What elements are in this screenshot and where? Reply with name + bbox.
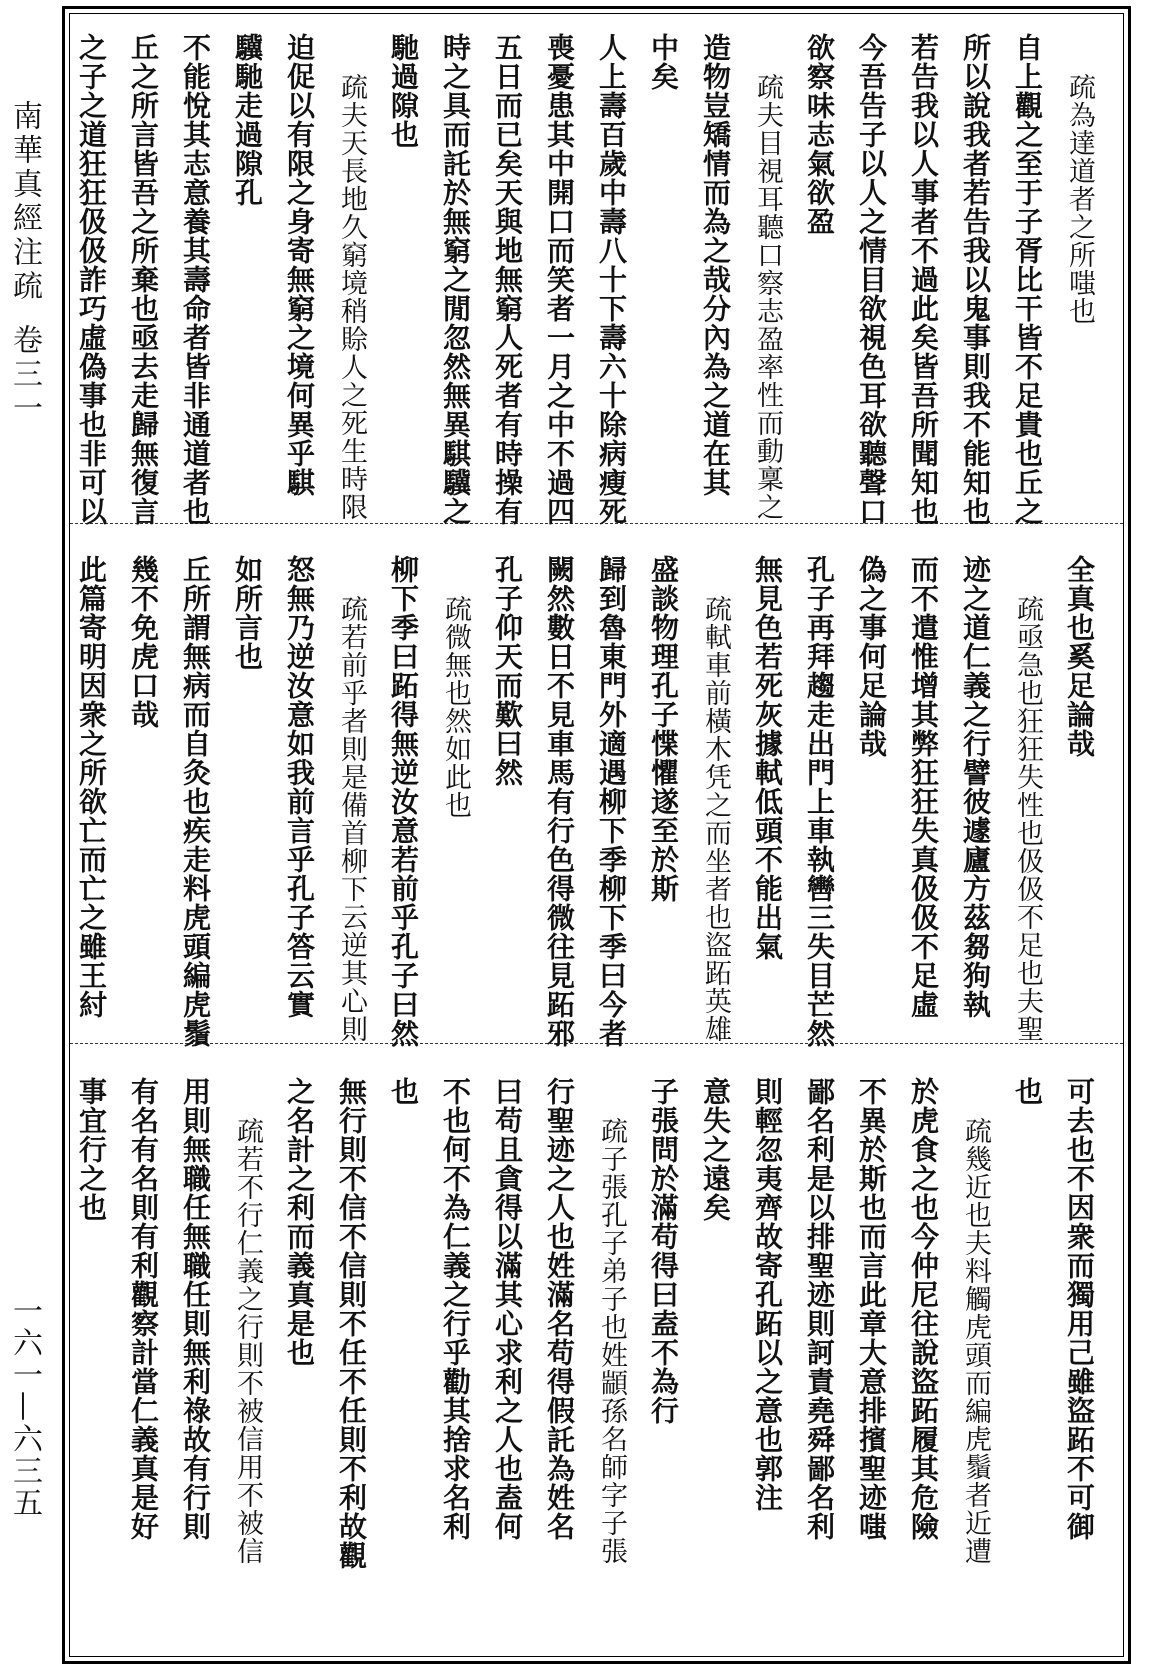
columns-top bbox=[65, 33, 1105, 543]
text-register-top bbox=[70, 13, 1123, 561]
text-register-bottom bbox=[70, 1057, 1123, 1605]
text-column: 迫促以有限之身寄無窮之境何異乎騏 bbox=[283, 33, 316, 497]
text-column: 偽之事何足論哉 bbox=[855, 555, 888, 758]
text-column: 疏軾車前橫木凭之而坐者也盜跖英雄 bbox=[700, 595, 731, 1043]
text-column: 無行則不信不信則不任不任則不利故觀 bbox=[335, 1077, 368, 1570]
text-column: 鄙名利是以排聖迹則訶責堯舜鄙名利 bbox=[803, 1077, 836, 1541]
text-column: 喪憂患其中開口而笑者一月之中不過四 bbox=[543, 33, 576, 526]
text-column: 事宜行之也 bbox=[75, 1077, 108, 1222]
text-column: 則輕忽夷齊故寄孔跖以之意也郭注 bbox=[751, 1077, 784, 1512]
text-column: 若告我以人事者不過此矣皆吾所聞知也 bbox=[907, 33, 940, 526]
text-column: 自上觀之至于子胥比干皆不足貴也丘之 bbox=[1011, 33, 1044, 526]
text-column: 柳下季曰跖得無逆汝意若前乎孔子曰然 bbox=[387, 555, 420, 1048]
text-column: 疏亟急也狂狂失性也伋伋不足也夫聖 bbox=[1012, 595, 1043, 1043]
text-column: 此篇寄明因衆之所欲亡而亡之雖王紂 bbox=[75, 555, 108, 1019]
text-column: 行聖迹之人也姓滿名苟得假託為姓名 bbox=[543, 1077, 576, 1541]
text-column: 可去也不因衆而獨用己雖盜跖不可御 bbox=[1063, 1077, 1096, 1541]
text-column: 丘所謂無病而自灸也疾走料虎頭編虎鬚 bbox=[179, 555, 212, 1048]
text-column: 造物豈矯情而為之哉分內為之道在其 bbox=[699, 33, 732, 497]
text-column: 怒無乃逆汝意如我前言乎孔子答云實 bbox=[283, 555, 316, 1019]
text-column: 之名計之利而義真是也 bbox=[283, 1077, 316, 1367]
text-column: 驥馳走過隙孔 bbox=[231, 33, 264, 207]
text-column: 疏若不行仁義之行則不被信用不被信 bbox=[232, 1117, 263, 1565]
text-column: 曰苟且貪得以滿其心求利之人也盍何 bbox=[491, 1077, 524, 1541]
text-column: 疏夫目視耳聽口察志盈率性而動稟之 bbox=[752, 73, 783, 521]
text-column: 疏若前乎者則是備首柳下云逆其心則 bbox=[336, 595, 367, 1043]
text-column: 無見色若死灰據軾低頭不能出氣 bbox=[751, 555, 784, 961]
text-column: 疏為達道者之所嗤也 bbox=[1064, 73, 1095, 325]
text-column: 疏夫天長地久窮境稍賒人之死生時限 bbox=[336, 73, 367, 521]
text-column: 迹之道仁義之行譬彼遽廬方茲芻狗執 bbox=[959, 555, 992, 1019]
text-register-middle bbox=[70, 535, 1123, 1083]
text-column: 幾不免虎口哉 bbox=[127, 555, 160, 729]
text-column: 不能悅其志意養其壽命者皆非通道者也 bbox=[179, 33, 212, 526]
text-column: 於虎食之也今仲尼往說盜跖履其危險 bbox=[907, 1077, 940, 1541]
text-column: 丘之所言皆吾之所棄也亟去走歸無復言 bbox=[127, 33, 160, 526]
text-column: 之子之道狂狂伋伋詐巧虛偽事也非可以 bbox=[75, 33, 108, 526]
book-title: 南華真經注疏 bbox=[7, 100, 42, 304]
text-column: 子張問於滿苟得曰盍不為行 bbox=[647, 1077, 680, 1425]
text-column: 意失之遠矣 bbox=[699, 1077, 732, 1222]
text-column: 今吾告子以人之情目欲視色耳欲聽聲口 bbox=[855, 33, 888, 526]
text-column: 馳過隙也 bbox=[387, 33, 420, 149]
text-column: 中矣 bbox=[647, 33, 680, 91]
text-column: 也 bbox=[1011, 1077, 1044, 1106]
text-column: 有名有名則有利觀察計當仁義真是好 bbox=[127, 1077, 160, 1541]
text-column: 疏子張孔子弟子也姓顓孫名師字子張 bbox=[596, 1117, 627, 1565]
columns-bottom bbox=[65, 1077, 1105, 1587]
text-column: 歸到魯東門外適遇柳下季柳下季曰今者 bbox=[595, 555, 628, 1048]
text-column: 用則無職任無職任則無利祿故有行則 bbox=[179, 1077, 212, 1541]
text-column: 全真也奚足論哉 bbox=[1063, 555, 1096, 758]
text-column: 疏幾近也夫料觸虎頭而編虎鬚者近遭 bbox=[960, 1117, 991, 1565]
text-column: 不也何不為仁義之行乎勸其捨求名利 bbox=[439, 1077, 472, 1541]
text-column: 時之具而託於無窮之閒忽然無異騏驥之 bbox=[439, 33, 472, 526]
text-column: 如所言也 bbox=[231, 555, 264, 671]
text-column: 五日而已矣天與地無窮人死者有時操有 bbox=[491, 33, 524, 526]
text-column: 疏微無也然如此也 bbox=[440, 595, 471, 819]
text-column: 盛談物理孔子惵懼遂至於斯 bbox=[647, 555, 680, 903]
margin-book-title bbox=[2, 100, 46, 426]
text-column: 闕然數日不見車馬有行色得微往見跖邪 bbox=[543, 555, 576, 1048]
columns-middle bbox=[65, 555, 1105, 1065]
text-column: 不異於斯也而言此章大意排擯聖迹嗤 bbox=[855, 1077, 888, 1541]
text-column: 欲察味志氣欲盈 bbox=[803, 33, 836, 236]
margin-page-number: 一六一—六三五 bbox=[7, 1295, 42, 1519]
text-column: 也 bbox=[387, 1077, 420, 1106]
text-column: 孔子再拜趨走出門上車執轡三失目芒然 bbox=[803, 555, 836, 1048]
volume-number: 卷三一 bbox=[7, 324, 42, 426]
text-column: 而不遣惟增其弊狂狂失真伋伋不足虛 bbox=[907, 555, 940, 1019]
text-column: 孔子仰天而歎曰然 bbox=[491, 555, 524, 787]
text-column: 人上壽百歲中壽八十下壽六十除病瘦死 bbox=[595, 33, 628, 526]
text-column: 所以說我者若告我以鬼事則我不能知也 bbox=[959, 33, 992, 526]
